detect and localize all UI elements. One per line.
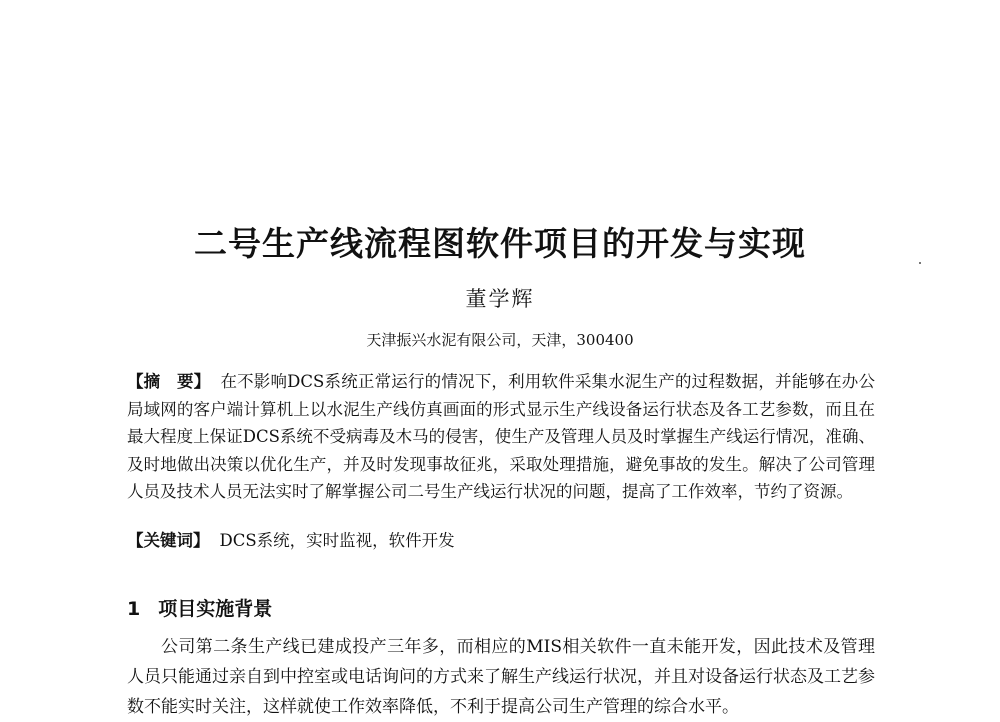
keywords-text: DCS系统，实时监视，软件开发	[219, 531, 455, 550]
abstract-text: 在不影响DCS系统正常运行的情况下，利用软件采集水泥生产的过程数据，并能够在办公局域网的客户端计算机上以水泥生产线仿真画面的形式显示生产线设备运行状态及各工艺参数，而且在最大程度上保证DCS系统不受病毒及木马的侵害，使生产及管理人员及时掌握生产线运行情况，准确、及时地做出决策以优化生产，并及时发现事故征兆，采取处理措施，避免事故的发生。解决了公司管理人员及技术人员无法实时了解掌握公司二号生产线运行状况的问题，提高了工作效率，节约了资源。	[127, 372, 875, 501]
paper-affiliation: 天津振兴水泥有限公司，天津，300400	[366, 331, 634, 349]
abstract-label: 【摘 要】	[127, 372, 211, 391]
scan-speck	[919, 262, 921, 264]
paper-author: 董学辉	[465, 287, 535, 311]
section-heading	[127, 594, 272, 621]
abstract	[127, 368, 875, 506]
keywords-label: 【关键词】	[127, 531, 210, 550]
paper-title: 二号生产线流程图软件项目的开发与实现	[194, 224, 806, 263]
section-title: 项目实施背景	[158, 598, 273, 620]
section-number: 1	[127, 598, 141, 620]
section-paragraph: 公司第二条生产线已建成投产三年多，而相应的MIS相关软件一直未能开发，因此技术及管理人员只能通过亲自到中控室或电话询问的方式来了解生产线运行状况，并且对设备运行状态及工艺参数不能实时关注，这样就使工作效率降低，不利于提高公司生产管理的综合水平。	[127, 637, 875, 717]
keywords	[127, 527, 875, 554]
